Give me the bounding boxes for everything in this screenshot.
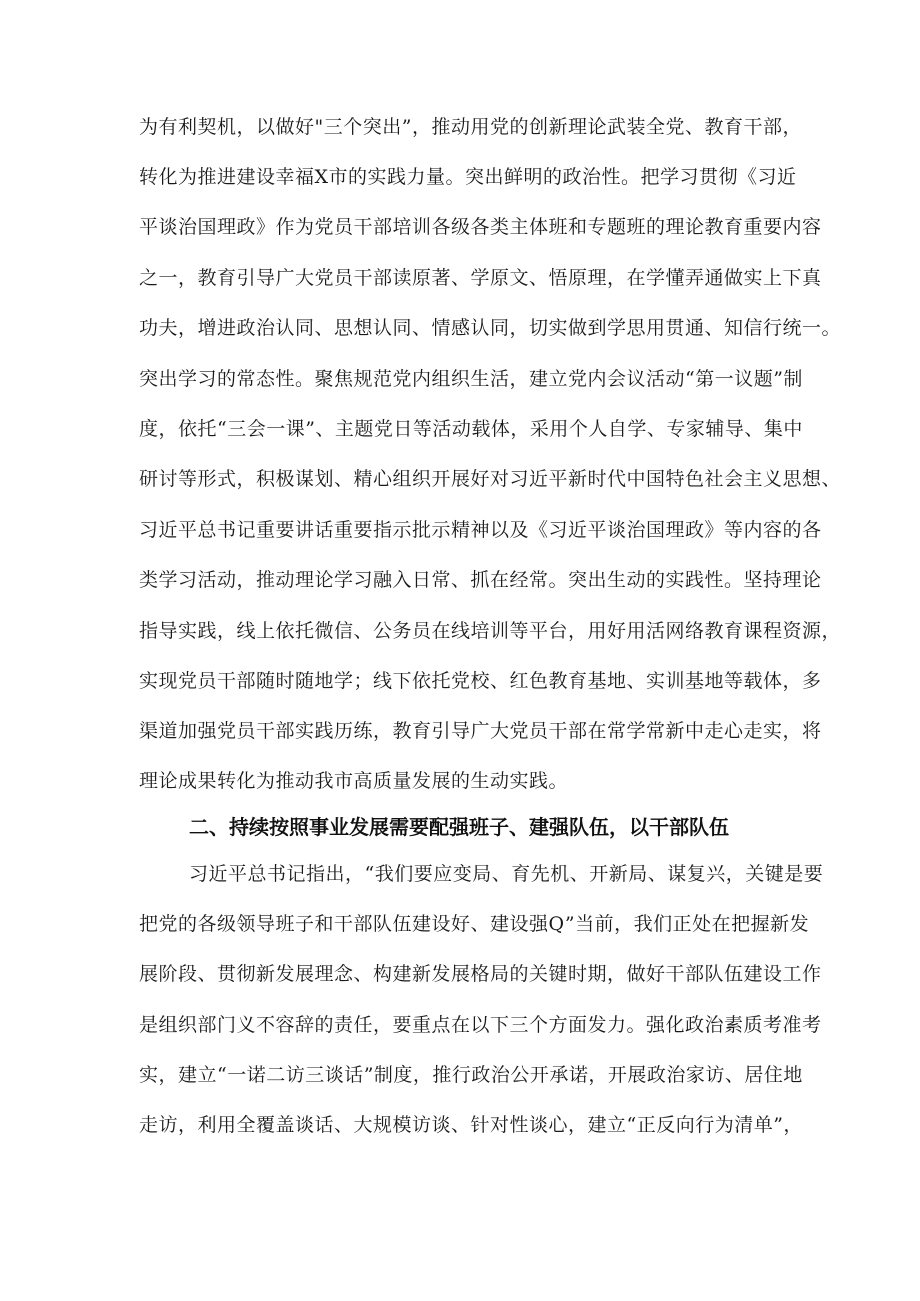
paragraph-1-line-1: 为有利契机，以做好"三个突出”，推动用党的创新理论武装全党、教育干部， [139,116,802,138]
paragraph-2-line-1: 习近平总书记指出，“我们要应变局、育先机、开新局、谋复兴，关键是要 [189,863,824,885]
paragraph-1-line-3: 平谈治国理政》作为党员干部培训各级各类主体班和专题班的理论教育重要内容 [139,216,822,238]
paragraph-1-line-12: 实现党员干部随时随地学；线下依托党校、红色教育基地、实训基地等载体，多 [139,670,822,692]
paragraph-1-line-11: 指导实践，线上依托微信、公务员在线培训等平台，用好用活网络教育课程资源， [139,620,842,642]
paragraph-1-line-5: 功夫，增进政治认同、思想认同、情感认同，切实做到学思用贯通、知信行统一。 [139,317,842,339]
paragraph-2-line-6: 走访，利用全覆盖谈话、大规模访谈、针对性谈心，建立“正反向行为清单”， [139,1114,803,1136]
paragraph-1-line-13: 渠道加强党员干部实践历练，教育引导广大党员干部在常学常新中走心走实，将 [139,720,822,742]
paragraph-2-line-2: 把党的各级领导班子和干部队伍建设好、建设强Q”当前，我们正处在把握新发 [139,913,810,935]
section-heading: 二、持续按照事业发展需要配强班子、建强队伍，以干部队伍 [189,815,729,839]
paragraph-1-line-7: 度，依托“三会一课”、主题党日等活动载体，采用个人自学、专家辅导、集中 [139,418,803,440]
paragraph-2-line-4: 是组织部门义不容辞的责任，要重点在以下三个方面发力。强化政治素质考准考 [139,1014,822,1036]
paragraph-1-line-4: 之一，教育引导广大党员干部读原著、学原文、悟原理，在学懂弄通做实上下真 [139,267,822,289]
paragraph-1-line-2: 转化为推进建设幸福X市的实践力量。突出鲜明的政治性。把学习贯彻《习近 [139,166,797,188]
paragraph-2-line-5: 实，建立“一诺二访三谈话”制度，推行政治公开承诺，开展政治家访、居住地 [139,1064,803,1086]
paragraph-1-line-10: 类学习活动，推动理论学习融入日常、抓在经常。突出生动的实践性。坚持理论 [139,569,822,591]
paragraph-1-line-14: 理论成果转化为推动我市高质量发展的生动实践。 [139,770,569,792]
paragraph-1-line-8: 研讨等形式，积极谋划、精心组织开展好对习近平新时代中国特色社会主义思想、 [139,468,842,490]
paragraph-2-line-3: 展阶段、贯彻新发展理念、构建新发展格局的关键时期，做好干部队伍建设工作 [139,963,822,985]
paragraph-1-line-6: 突出学习的常态性。聚焦规范党内组织生活，建立党内会议活动“第一议题”制 [139,368,803,390]
paragraph-1-line-9: 习近平总书记重要讲话重要指示批示精神以及《习近平谈治国理政》等内容的各 [139,519,822,541]
